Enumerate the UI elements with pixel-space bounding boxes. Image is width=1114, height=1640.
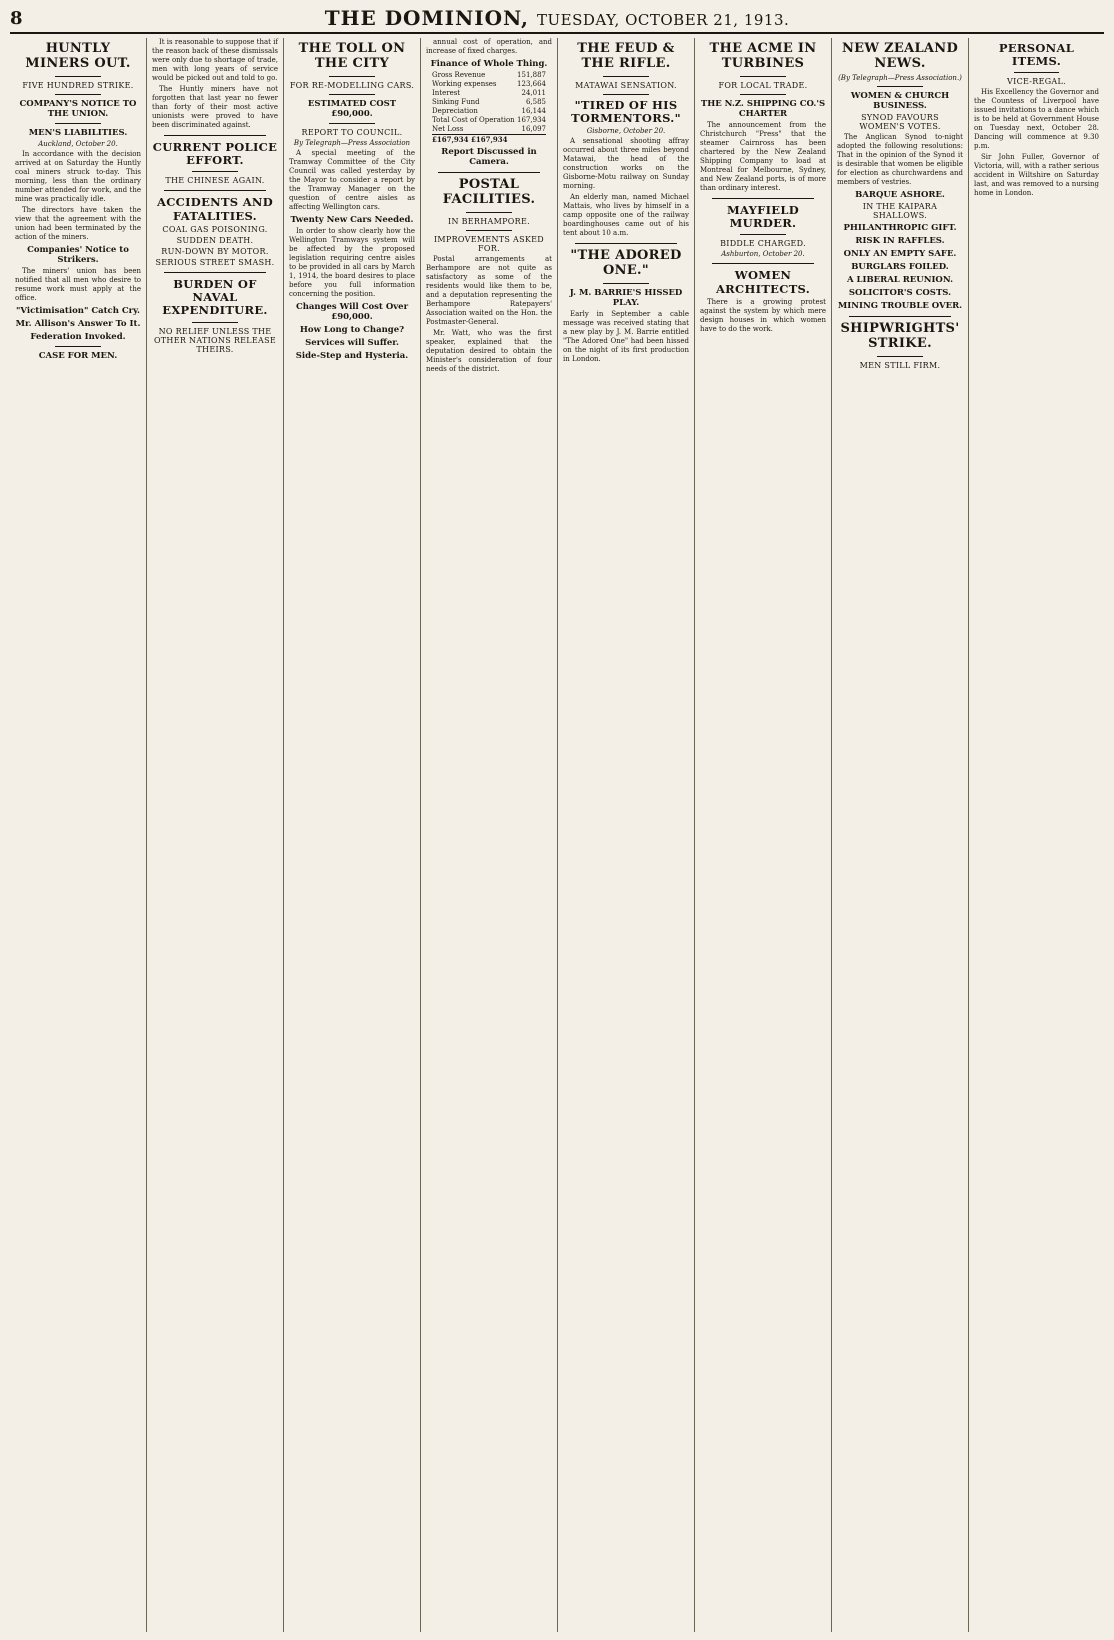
subhead: BURGLARS FOILED. <box>851 261 949 272</box>
subhead: REPORT TO COUNCIL. <box>301 127 403 137</box>
article-paragraph: Postal arrangements at Berhampore are not quite as satisfactory as some of the residents would like them to be, and a deputation representing the Berhampore Ratepayers' Association waited on the Hon. the Postmaster-General. <box>426 254 552 326</box>
headline-nz-news: NEW ZEALAND NEWS. <box>841 41 959 71</box>
column-turbines <box>695 38 832 1632</box>
article-paragraph: Mr. Watt, who was the first speaker, explained that the deputation desired to obtain the Minister's consideration of four needs of the district. <box>426 328 552 373</box>
article-paragraph: There is a growing protest against the system by which mere design houses in which women have to do the work. <box>700 297 826 333</box>
headline-toll: THE TOLL ON THE CITY <box>298 41 406 71</box>
masthead <box>10 6 1104 34</box>
subhead: BARQUE ASHORE. <box>855 189 945 200</box>
newspaper-columns <box>10 38 1104 1632</box>
column-personal <box>969 38 1104 1632</box>
subhead: Side-Step and Hysteria. <box>295 350 409 361</box>
table-row: Working expenses 123,664 <box>432 80 546 88</box>
dateline: Auckland, October 20. <box>38 139 118 148</box>
subhead: COAL GAS POISONING. <box>162 224 268 234</box>
subhead: MINING TROUBLE OVER. <box>837 300 963 311</box>
subhead: SOLICITOR'S COSTS. <box>848 287 952 298</box>
subhead: IMPROVEMENTS ASKED FOR. <box>433 234 545 253</box>
subhead: VICE-REGAL. <box>1007 77 1066 87</box>
headline-postal: POSTAL FACILITIES. <box>442 177 536 207</box>
dateline: (By Telegraph—Press Association.) <box>838 73 962 82</box>
dateline: Ashburton, October 20. <box>721 250 805 259</box>
headline-huntly: HUNTLY MINERS OUT. <box>25 41 131 71</box>
subhead: Finance of Whole Thing. <box>430 59 548 69</box>
table-row: Gross Revenue 151,887 <box>432 71 546 79</box>
table-row: Interest 24,011 <box>432 89 546 97</box>
subhead: A LIBERAL REUNION. <box>846 274 954 285</box>
subhead: THE N.Z. SHIPPING CO.'S CHARTER <box>700 98 826 119</box>
subhead: NO RELIEF UNLESS THE OTHER NATIONS RELEASE THEIRS. <box>153 326 277 354</box>
column-nz-news <box>832 38 969 1632</box>
subhead: Report Discussed in Camera. <box>441 147 537 167</box>
subhead: J. M. BARRIE'S HISSED PLAY. <box>569 288 683 309</box>
article-paragraph: Early in September a cable message was received stating that a new play by J. M. Barrie entitled "The Adored One" had been hissed on the night of its first production in London. <box>563 310 689 364</box>
subhead: Services will Suffer. <box>305 337 399 348</box>
column-police-accidents <box>147 38 284 1632</box>
headline-accidents: ACCIDENTS AND FATALITIES. <box>156 195 274 223</box>
article-paragraph: A sensational shooting affray occurred about three miles beyond Matawai, the head of the construction works on the Gisborne-Motu railway on Sunday morning. <box>563 137 689 191</box>
table-total: £167,934 £167,934 <box>432 134 546 144</box>
issue-date: TUESDAY, OCTOBER 21, 1913. <box>536 11 790 29</box>
article-paragraph: The Huntly miners have not forgotten that last year no fewer than forty of their most active unionists were proved to have been discriminated against. <box>152 85 278 129</box>
headline-shipwrights: SHIPWRIGHTS' STRIKE. <box>840 320 960 351</box>
table-row: Net Loss 16,097 <box>432 125 546 133</box>
article-paragraph: It is reasonable to suppose that if the reason back of these dismissals were only due to shortage of trade, men with long years of service would be picked out and told to go. <box>152 38 278 82</box>
headline-women-architects: WOMEN ARCHITECTS. <box>715 268 811 296</box>
subhead: RISK IN RAFFLES. <box>855 235 945 246</box>
article-paragraph: An elderly man, named Michael Mattais, who lives by himself in a camp opposite one of the railway boardinghouses came out of his tent about 10 a.m. <box>563 193 689 238</box>
article-paragraph: The directors have taken the view that the agreement with the union had been terminated by the action of the miners. <box>15 205 141 241</box>
subhead: PHILANTHROPIC GIFT. <box>843 222 957 233</box>
headline-turbines: THE ACME IN TURBINES <box>709 41 817 71</box>
headline-feud: THE FEUD & THE RIFLE. <box>577 41 675 71</box>
headline-mayfield: MAYFIELD MURDER. <box>726 202 800 231</box>
subhead: WOMEN & CHURCH BUSINESS. <box>850 90 950 111</box>
article-paragraph: In order to show clearly how the Wellington Tramways system will be affected by the proposed legislation requiring centre aisles to be provided in all cars by March 1, 1914, the board desires to place before you full information concerning the position. <box>289 226 415 298</box>
subhead: ONLY AN EMPTY SAFE. <box>843 248 957 259</box>
subhead: "Victimisation" Catch Cry. <box>15 305 141 316</box>
headline-personal: PERSONAL ITEMS. <box>998 41 1075 69</box>
article-paragraph: The miners' union has been notified that all men who desire to resume work must apply at the office. <box>15 266 141 302</box>
headline-police: CURRENT POLICE EFFORT. <box>152 140 278 168</box>
subhead: BIDDLE CHARGED. <box>720 239 806 249</box>
subhead: COMPANY'S NOTICE TO THE UNION. <box>19 98 137 119</box>
subhead: MEN'S LIABILITIES. <box>28 127 128 138</box>
subhead: RUN-DOWN BY MOTOR. <box>161 246 269 256</box>
subhead: SERIOUS STREET SMASH. <box>155 257 275 267</box>
article-paragraph: annual cost of operation, and increase of fixed charges. <box>426 38 552 55</box>
article-paragraph: The Anglican Synod to-night adopted the following resolutions: That in the opinion of the Synod it is desirable that women be eligible for election as churchwardens and members of vestries. <box>837 132 963 186</box>
subhead: SYNOD FAVOURS WOMEN'S VOTES. <box>859 112 941 131</box>
finance-table <box>432 71 546 144</box>
subhead: SUDDEN DEATH. <box>176 235 254 245</box>
subhead: MATAWAI SENSATION. <box>575 80 677 90</box>
column-finance-postal <box>421 38 558 1632</box>
subhead: IN THE KAIPARA SHALLOWS. <box>862 201 938 220</box>
column-huntly <box>10 38 147 1632</box>
article-paragraph: Sir John Fuller, Governor of Victoria, will, with a rather serious accident in Wiltshire on Saturday last, and was removed to a nursing home in London. <box>974 153 1099 198</box>
subhead: "TIRED OF HIS TORMENTORS." <box>571 97 681 126</box>
subhead: Companies' Notice to Strikers. <box>27 244 129 265</box>
headline-naval: BURDEN OF NAVAL EXPENDITURE. <box>162 276 268 318</box>
subhead: MEN STILL FIRM. <box>859 360 941 370</box>
dateline: Gisborne, October 20. <box>586 127 666 136</box>
subhead: Mr. Allison's Answer To It. <box>15 318 141 329</box>
newspaper-title <box>10 6 1104 30</box>
subhead: IN BERHAMPORE. <box>448 216 530 226</box>
article-paragraph: His Excellency the Governor and the Countess of Liverpool have issued invitations to a dance which is to be held at Government House on Tuesday next, October 28. Dancing will commence at 9.30 p.m. <box>974 88 1099 151</box>
column-feud <box>558 38 695 1632</box>
subhead: CASE FOR MEN. <box>38 350 118 361</box>
article-paragraph: A special meeting of the Tramway Committee of the City Council was called yesterday by the Mayor to consider a report by the Tramway Manager on the question of centre aisles as affecting Wellington cars. <box>289 148 415 211</box>
subhead: FOR LOCAL TRADE. <box>718 80 808 90</box>
table-row: Sinking Fund 6,585 <box>432 98 546 106</box>
table-row: Depreciation 16,144 <box>432 107 546 115</box>
subhead: Changes Will Cost Over £90,000. <box>295 301 409 322</box>
subhead: How Long to Change? <box>299 324 405 335</box>
article-paragraph: The announcement from the Christchurch "Press" that the steamer Cairnross has been chartered by the New Zealand Shipping Company to load at Montreal for Melbourne, Sydney, and New Zealand ports, is of more than ordinary interest. <box>700 120 826 192</box>
dateline: By Telegraph—Press Association <box>293 138 411 147</box>
headline-adored-one: "THE ADORED ONE." <box>570 248 682 279</box>
page-number: 8 <box>10 8 23 29</box>
subhead: Twenty New Cars Needed. <box>290 214 414 225</box>
table-row: Total Cost of Operation 167,934 <box>432 116 546 124</box>
subhead: ESTIMATED COST £90,000. <box>307 98 397 119</box>
subhead: Federation Invoked. <box>30 331 126 342</box>
article-paragraph: In accordance with the decision arrived at on Saturday the Huntly coal miners struck to-day. This morning, less than the ordinary number attended for work, and the mine was practically idle. <box>15 149 141 203</box>
paper-name: THE DOMINION, <box>324 6 529 30</box>
subhead: FIVE HUNDRED STRIKE. <box>22 80 134 90</box>
column-tramways <box>284 38 421 1632</box>
subhead: THE CHINESE AGAIN. <box>165 176 265 186</box>
subhead: FOR RE-MODELLING CARS. <box>289 80 415 90</box>
